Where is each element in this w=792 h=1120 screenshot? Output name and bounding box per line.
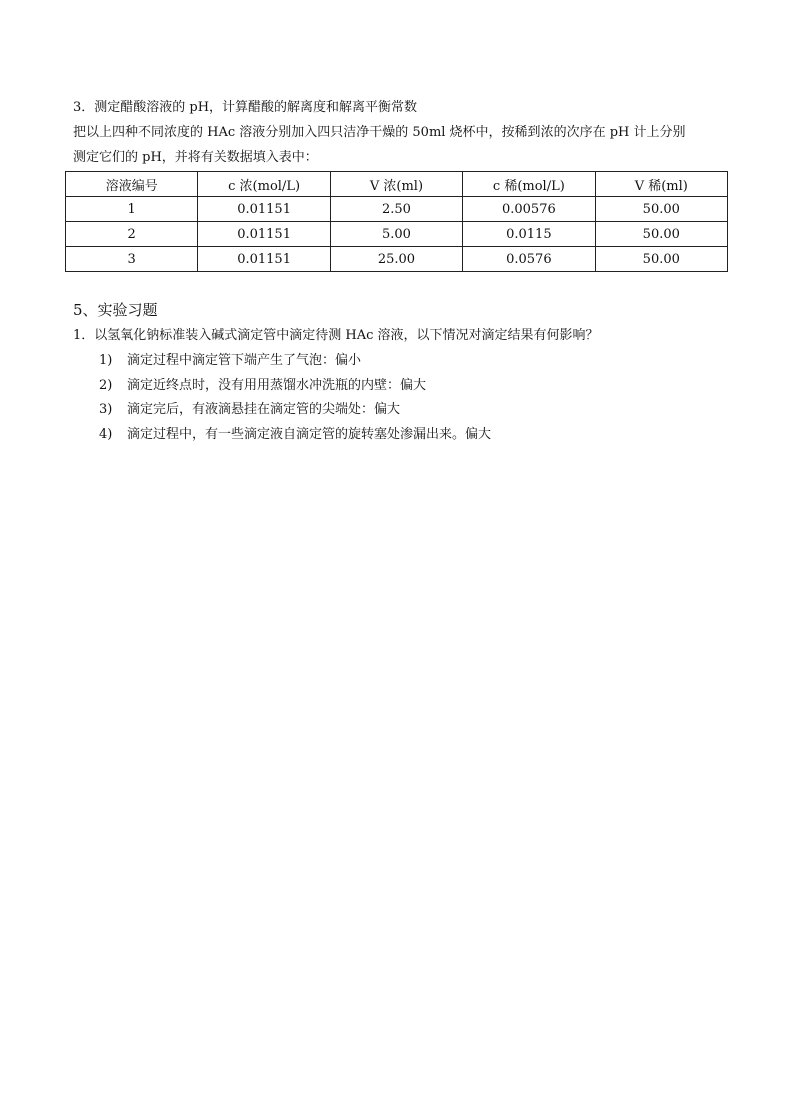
table-header-cell: c 稀(mol/L) (463, 172, 595, 197)
table-cell: 2.50 (330, 197, 462, 222)
table-cell: 50.00 (595, 197, 727, 222)
list-item-text: 滴定过程中，有一些滴定液自滴定管的旋转塞处渗漏出来。偏大 (127, 427, 492, 442)
table-cell: 25.00 (330, 247, 462, 272)
table-cell: 0.0576 (463, 247, 595, 272)
section-3-paragraph-line-2: 测定它们的 pH，并将有关数据填入表中： (73, 150, 318, 165)
table-cell: 50.00 (595, 247, 727, 272)
table-cell: 0.01151 (198, 222, 330, 247)
table-row (66, 222, 728, 247)
list-item-text: 滴定完后，有液滴悬挂在滴定管的尖端处：偏大 (127, 402, 401, 417)
list-item (99, 377, 426, 395)
section-5-title: 5、实验习题 (73, 301, 158, 319)
table-header-row (66, 172, 728, 197)
list-item-number: 1) (99, 353, 113, 368)
list-item (99, 401, 400, 419)
table-cell: 0.01151 (198, 247, 330, 272)
table-header-cell: 溶液编号 (66, 172, 198, 197)
section-3-heading: 3．测定醋酸溶液的 pH，计算醋酸的解离度和解离平衡常数 (73, 100, 418, 115)
list-item-text: 滴定近终点时，没有用用蒸馏水冲洗瓶的内壁：偏大 (127, 378, 427, 393)
list-item-number: 2) (99, 378, 113, 393)
table-cell: 1 (66, 197, 198, 222)
list-item (99, 426, 491, 444)
table-row (66, 197, 728, 222)
table-cell: 2 (66, 222, 198, 247)
list-item-number: 4) (99, 427, 113, 442)
table-cell: 50.00 (595, 222, 727, 247)
table-cell: 3 (66, 247, 198, 272)
table-cell: 5.00 (330, 222, 462, 247)
table-cell: 0.01151 (198, 197, 330, 222)
list-item (99, 352, 361, 370)
table-cell: 0.00576 (463, 197, 595, 222)
table-header-cell: V 稀(ml) (595, 172, 727, 197)
table-header-cell: c 浓(mol/L) (198, 172, 330, 197)
table-header-cell: V 浓(ml) (330, 172, 462, 197)
table-cell: 0.0115 (463, 222, 595, 247)
list-item-number: 3) (99, 402, 113, 417)
table-row (66, 247, 728, 272)
ph-data-table (65, 171, 728, 272)
question-1: 1．以氢氧化钠标准装入碱式滴定管中滴定待测 HAc 溶液，以下情况对滴定结果有何影响？ (73, 328, 599, 343)
list-item-text: 滴定过程中滴定管下端产生了气泡：偏小 (127, 353, 362, 368)
section-3-paragraph-line-1: 把以上四种不同浓度的 HAc 溶液分别加入四只洁净干燥的 50ml 烧杯中，按稀到浓的次序在 pH 计上分别 (73, 125, 686, 140)
